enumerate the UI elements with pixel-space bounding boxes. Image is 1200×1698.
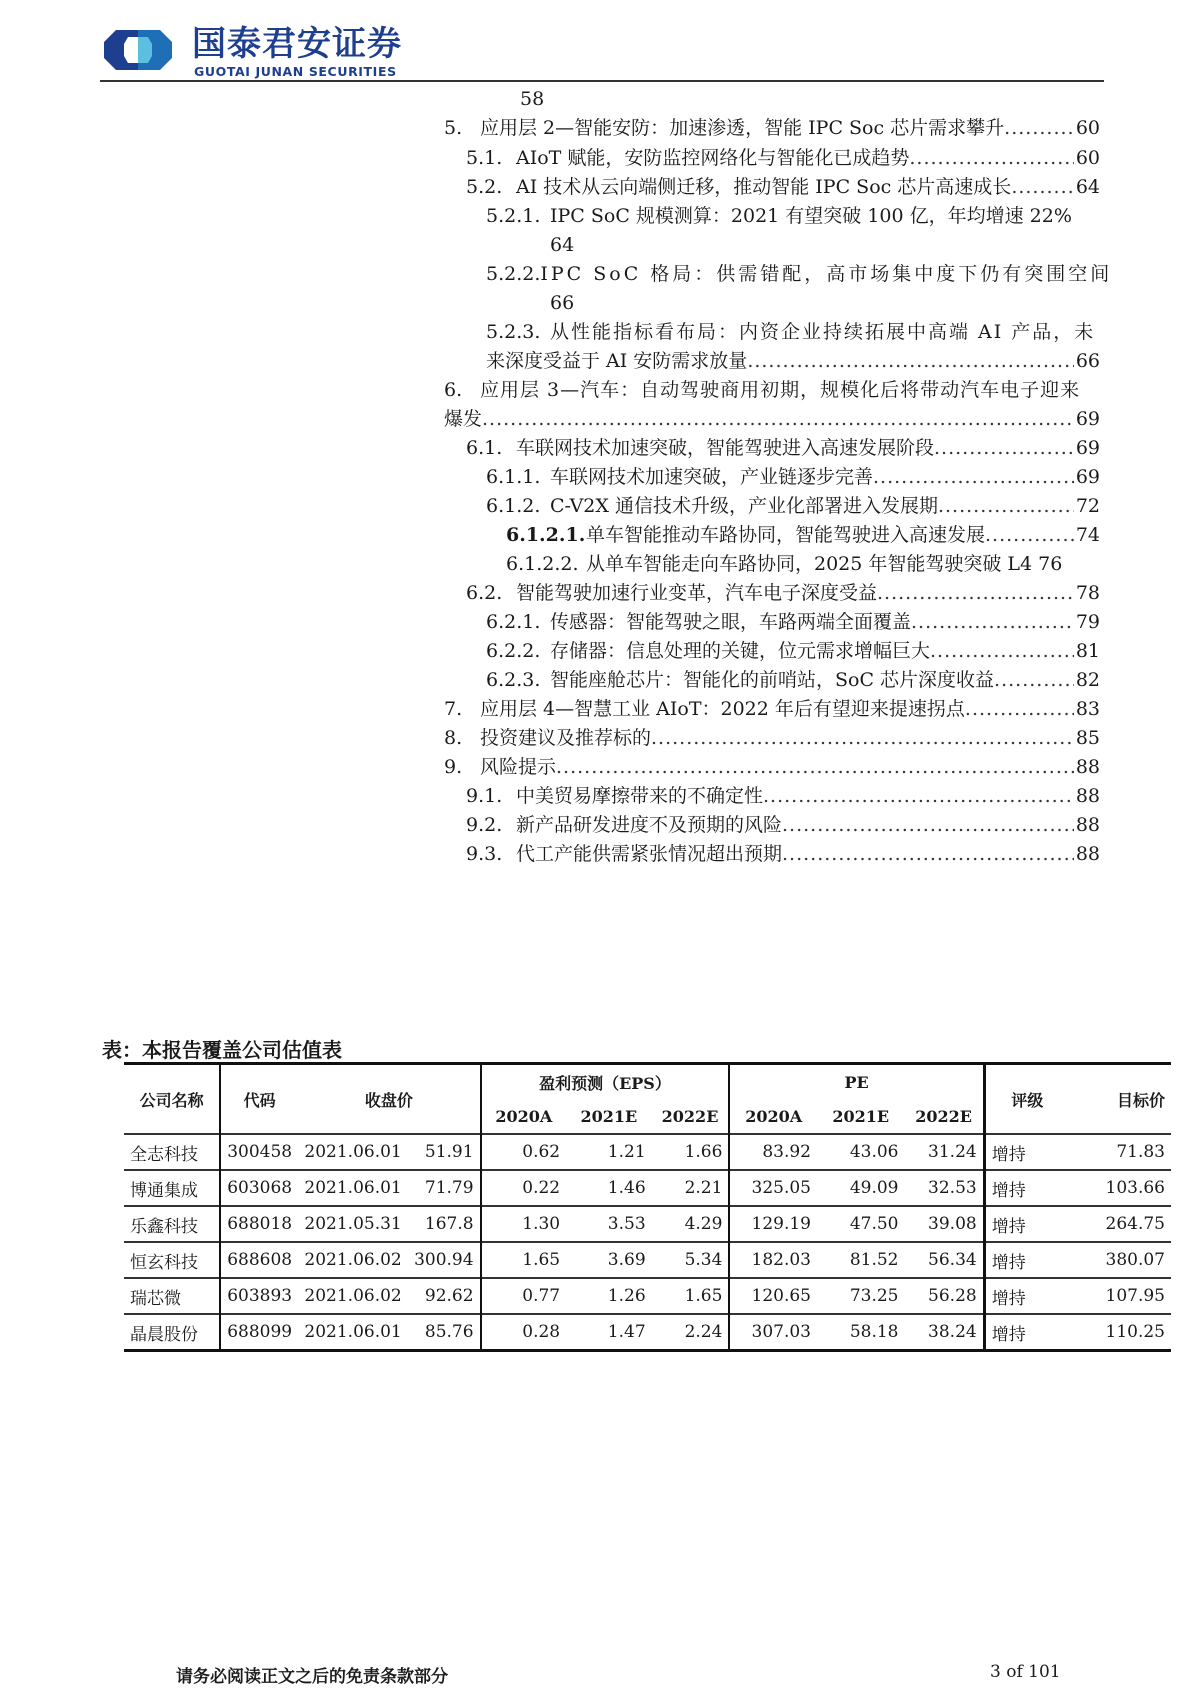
cell-eps-2021e: 1.26: [566, 1278, 652, 1314]
toc-entry-5-2-1-page: 64: [550, 234, 575, 256]
cell-eps-2022e: 4.29: [652, 1206, 730, 1242]
cell-pe-2021e: 58.18: [817, 1314, 904, 1351]
cell-company: 博通集成: [124, 1170, 220, 1206]
cell-date: 2021.06.01: [298, 1170, 408, 1206]
leader-dots: [909, 143, 1073, 173]
toc-entry-5-2-1[interactable]: 5.2.1. IPC SoC 规模测算：2021 有望突破 100 亿，年均增速 22%: [486, 205, 1072, 227]
table-row: [124, 1278, 1171, 1314]
cell-pe-2021e: 49.09: [817, 1170, 904, 1206]
cell-eps-2022e: 2.21: [652, 1170, 730, 1206]
leader-dots: [938, 491, 1074, 521]
toc-entry-9-1[interactable]: 9.1. 中美贸易摩擦带来的不确定性 ..... 88: [466, 781, 1100, 811]
toc-entry-9-3[interactable]: 9.3. 代工产能供需紧张情况超出预期 ..... 88: [466, 839, 1100, 869]
cell-eps-2022e: 2.24: [652, 1314, 730, 1351]
leader-dots: [877, 578, 1074, 608]
report-header: [100, 24, 1104, 80]
cell-date: 2021.06.01: [298, 1134, 408, 1170]
cell-target: 71.83: [1069, 1134, 1171, 1170]
col-header-pe-group: PE: [729, 1064, 984, 1100]
toc-entry-6-1-2[interactable]: 6.1.2. C-V2X 通信技术升级，产业化部署进入发展期 ..... 72: [486, 491, 1100, 521]
cell-close: 71.79: [408, 1170, 480, 1206]
toc-entry-5-2-3-cont[interactable]: 来深度受益于 AI 安防需求放量 ..... 66: [486, 346, 1100, 376]
col-header-eps-2021e: 2021E: [580, 1106, 638, 1126]
table-row: [124, 1314, 1171, 1351]
cell-company: 晶晨股份: [124, 1314, 220, 1351]
cell-eps-2021e: 3.69: [566, 1242, 652, 1278]
cell-pe-2022e: 38.24: [904, 1314, 984, 1351]
leader-dots: [1004, 113, 1074, 143]
toc-entry-6[interactable]: 6. 应用层 3—汽车：自动驾驶商用初期，规模化后将带动汽车电子迎来: [444, 379, 1081, 401]
cell-company: 恒玄科技: [124, 1242, 220, 1278]
leader-dots: [994, 665, 1074, 695]
cell-rating: 增持: [984, 1242, 1069, 1278]
toc-entry-6-2-3[interactable]: 6.2.3. 智能座舱芯片：智能化的前哨站，SoC 芯片深度收益 ..... 82: [486, 665, 1100, 695]
brand-name-en: GUOTAI JUNAN SECURITIES: [194, 64, 397, 79]
toc-entry-6-1[interactable]: 6.1. 车联网技术加速突破，智能驾驶进入高速发展阶段 ..... 69: [466, 433, 1100, 463]
cell-eps-2021e: 1.47: [566, 1314, 652, 1351]
toc-entry-5-2[interactable]: 5.2. AI 技术从云向端侧迁移，推动智能 IPC Soc 芯片高速成长 ..... 64: [466, 172, 1100, 202]
toc-entry-5-2-2-page: 66: [550, 292, 575, 314]
col-header-pe-2021e: 2021E: [832, 1106, 890, 1126]
table-row: [124, 1242, 1171, 1278]
col-header-company: 公司名称: [139, 1090, 204, 1110]
cell-pe-2020a: 120.65: [729, 1278, 817, 1314]
cell-rating: 增持: [984, 1134, 1069, 1170]
cell-date: 2021.06.02: [298, 1278, 408, 1314]
cell-close: 51.91: [408, 1134, 480, 1170]
toc-entry-5-2-3[interactable]: 5.2.3. 从性能指标看布局：内资企业持续拓展中高端 AI 产品，未: [486, 321, 1096, 343]
leader-dots: [482, 404, 1074, 434]
cell-pe-2020a: 129.19: [729, 1206, 817, 1242]
leader-dots: [651, 723, 1074, 753]
cell-date: 2021.05.31: [298, 1206, 408, 1242]
leader-dots: [782, 839, 1074, 869]
cell-rating: 增持: [984, 1170, 1069, 1206]
table-row: [124, 1170, 1171, 1206]
table-row: [124, 1206, 1171, 1242]
leader-dots: [763, 781, 1074, 811]
cell-close: 92.62: [408, 1278, 480, 1314]
col-header-eps-group: 盈利预测（EPS）: [481, 1064, 730, 1100]
cell-target: 264.75: [1069, 1206, 1171, 1242]
table-caption: 表：本报告覆盖公司估值表: [102, 1038, 342, 1062]
cell-code: 300458: [220, 1134, 298, 1170]
toc-entry-6-cont[interactable]: 爆发 ..... 69: [444, 404, 1100, 434]
brand-name-cn: 国泰君安证券: [192, 24, 402, 64]
cell-eps-2020a: 0.77: [481, 1278, 567, 1314]
table-header-row-1: [124, 1064, 1171, 1100]
cell-pe-2021e: 81.52: [817, 1242, 904, 1278]
cell-date: 2021.06.02: [298, 1242, 408, 1278]
toc-entry-6-1-2-1[interactable]: 6.1.2.1. 单车智能推动车路协同，智能驾驶进入高速发展 ..... 74: [506, 520, 1100, 550]
cell-pe-2022e: 56.34: [904, 1242, 984, 1278]
col-header-eps-2020a: 2020A: [481, 1099, 567, 1134]
col-header-pe-2022e: 2022E: [915, 1106, 972, 1126]
cell-pe-2020a: 325.05: [729, 1170, 817, 1206]
cell-eps-2020a: 0.62: [481, 1134, 567, 1170]
toc-entry-6-2-1[interactable]: 6.2.1. 传感器：智能驾驶之眼，车路两端全面覆盖 ..... 79: [486, 607, 1100, 637]
toc-entry-6-1-1[interactable]: 6.1.1. 车联网技术加速突破，产业链逐步完善 ..... 69: [486, 462, 1100, 492]
cell-code: 688608: [220, 1242, 298, 1278]
cell-eps-2020a: 1.30: [481, 1206, 567, 1242]
cell-pe-2021e: 73.25: [817, 1278, 904, 1314]
cell-code: 688099: [220, 1314, 298, 1351]
col-header-target: 目标价: [1116, 1090, 1165, 1110]
cell-company: 瑞芯微: [124, 1278, 220, 1314]
cell-rating: 增持: [984, 1206, 1069, 1242]
leader-dots: [782, 810, 1074, 840]
cell-pe-2022e: 56.28: [904, 1278, 984, 1314]
page-number: 3 of 101: [990, 1662, 1061, 1682]
leader-dots: [930, 636, 1074, 666]
toc-entry-9[interactable]: 9. 风险提示 ..... 88: [444, 752, 1100, 782]
cell-target: 107.95: [1069, 1278, 1171, 1314]
cell-pe-2021e: 43.06: [817, 1134, 904, 1170]
cell-date: 2021.06.01: [298, 1314, 408, 1351]
cell-close: 85.76: [408, 1314, 480, 1351]
col-header-rating: 评级: [984, 1064, 1069, 1135]
leader-dots: [911, 607, 1074, 637]
cell-target: 380.07: [1069, 1242, 1171, 1278]
cell-close: 300.94: [408, 1242, 480, 1278]
leader-dots: [1011, 172, 1074, 202]
table-row: [124, 1134, 1171, 1170]
cell-eps-2022e: 1.66: [652, 1134, 730, 1170]
cell-pe-2020a: 182.03: [729, 1242, 817, 1278]
leader-dots: [556, 752, 1074, 782]
cell-rating: 增持: [984, 1314, 1069, 1351]
cell-target: 103.66: [1069, 1170, 1171, 1206]
cell-eps-2021e: 3.53: [566, 1206, 652, 1242]
cell-company: 乐鑫科技: [124, 1206, 220, 1242]
cell-pe-2020a: 83.92: [729, 1134, 817, 1170]
toc-entry-5[interactable]: 5. 应用层 2—智能安防：加速渗透，智能 IPC Soc 芯片需求攀升 ..... 60: [444, 113, 1100, 143]
cell-eps-2022e: 5.34: [652, 1242, 730, 1278]
toc-entry-6-1-2-2[interactable]: 6.1.2.2. 从单车智能走向车路协同，2025 年智能驾驶突破 L4 76: [506, 553, 1063, 575]
toc-entry-6-2-2[interactable]: 6.2.2. 存储器：信息处理的关键，位元需求增幅巨大 ..... 81: [486, 636, 1100, 666]
leader-dots: [873, 462, 1074, 492]
footer-disclaimer: 请务必阅读正文之后的免责条款部分: [176, 1667, 448, 1687]
col-header-pe-2020a: 2020A: [729, 1099, 817, 1134]
header-divider: [100, 80, 1104, 82]
cell-pe-2021e: 47.50: [817, 1206, 904, 1242]
valuation-table: [124, 1062, 1171, 1352]
cell-eps-2020a: 1.65: [481, 1242, 567, 1278]
cell-code: 603893: [220, 1278, 298, 1314]
col-header-eps-2022e: 2022E: [661, 1106, 719, 1126]
toc-continuation-page: 58: [520, 88, 545, 110]
cell-rating: 增持: [984, 1278, 1069, 1314]
cell-code: 688018: [220, 1206, 298, 1242]
cell-pe-2020a: 307.03: [729, 1314, 817, 1351]
cell-close: 167.8: [408, 1206, 480, 1242]
col-header-code: 代码: [220, 1064, 298, 1135]
leader-dots: [934, 433, 1074, 463]
cell-target: 110.25: [1069, 1314, 1171, 1351]
toc-entry-5-1[interactable]: 5.1. AIoT 赋能，安防监控网络化与智能化已成趋势 ..... 60: [466, 143, 1100, 173]
cell-pe-2022e: 32.53: [904, 1170, 984, 1206]
cell-pe-2022e: 39.08: [904, 1206, 984, 1242]
cell-eps-2022e: 1.65: [652, 1278, 730, 1314]
cell-pe-2022e: 31.24: [904, 1134, 984, 1170]
toc-entry-6-2[interactable]: 6.2. 智能驾驶加速行业变革，汽车电子深度受益 ..... 78: [466, 578, 1100, 608]
toc-entry-7[interactable]: 7. 应用层 4—智慧工业 AIoT：2022 年后有望迎来提速拐点 ..... 83: [444, 694, 1100, 724]
cell-eps-2020a: 0.28: [481, 1314, 567, 1351]
toc-entry-8[interactable]: 8. 投资建议及推荐标的 ..... 85: [444, 723, 1100, 753]
cell-company: 全志科技: [124, 1134, 220, 1170]
toc-entry-9-2[interactable]: 9.2. 新产品研发进度不及预期的风险 ..... 88: [466, 810, 1100, 840]
col-header-close: 收盘价: [364, 1090, 413, 1110]
guotai-junan-logo-icon: [102, 28, 174, 72]
toc-entry-5-2-2[interactable]: 5.2.2. IPC SoC 格局：供需错配，高市场集中度下仍有突围空间: [486, 263, 1113, 285]
leader-dots: [985, 520, 1074, 550]
leader-dots: [965, 694, 1074, 724]
cell-eps-2020a: 0.22: [481, 1170, 567, 1206]
cell-eps-2021e: 1.21: [566, 1134, 652, 1170]
leader-dots: [747, 346, 1074, 376]
cell-eps-2021e: 1.46: [566, 1170, 652, 1206]
cell-code: 603068: [220, 1170, 298, 1206]
